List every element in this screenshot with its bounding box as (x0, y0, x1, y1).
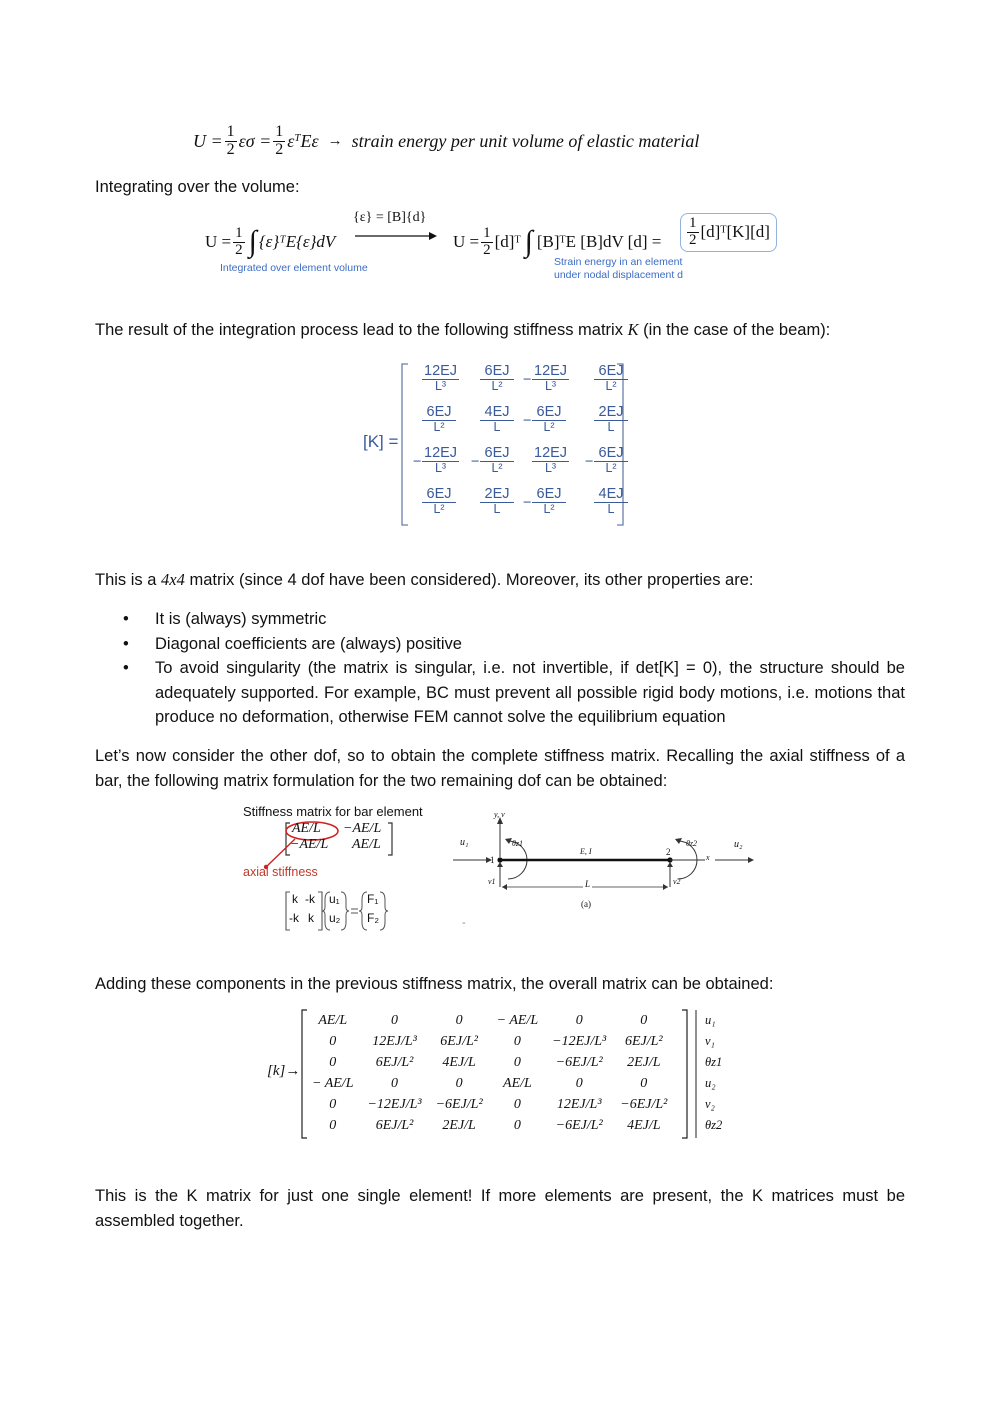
eq2-integral-right: ∫ (524, 225, 533, 258)
matrix-cell: 6EJ/L² (624, 1033, 663, 1049)
beam-matrix-sign: − (523, 412, 532, 429)
beam-matrix-cell (413, 405, 456, 434)
eq1-lhs: U = (193, 130, 223, 151)
matrix-cell: 0 (329, 1117, 337, 1133)
beam-matrix-cell (471, 364, 514, 393)
matrix-cell: 0 (640, 1012, 648, 1028)
matrix-cell: 0 (575, 1012, 583, 1028)
matrix-cell: 0 (455, 1075, 463, 1091)
beam-matrix-cell (585, 405, 628, 434)
eq1-sup-t: T (294, 132, 301, 144)
beam-matrix-sign: − (413, 453, 422, 470)
dof-label: v₂ (705, 1097, 715, 1111)
bar-k12: -k (305, 892, 315, 906)
matrix-cell: 0 (640, 1075, 648, 1091)
bar-f2: F₂ (367, 911, 379, 925)
beam-matrix-fraction: $\frac{6EJ}{\text{L²}}$ (422, 487, 456, 516)
beam-matrix-cell (523, 487, 566, 516)
bar-k21: -k (289, 911, 299, 925)
overall-matrix-label: [k]→ (267, 1063, 301, 1079)
list-item: • It is (always) symmetric (123, 610, 327, 628)
bar-k11: k (292, 892, 298, 906)
matrix-cell: − AE/L (312, 1075, 354, 1091)
eq2-rhs-mid: [d]ᵀ (494, 232, 521, 251)
matrix-cell: −12EJ/L³ (367, 1096, 422, 1112)
eq1-half: $\frac{1}{2}$ (226, 122, 235, 158)
beam-matrix-sign: − (523, 371, 532, 388)
beam-matrix-cell (585, 364, 628, 393)
beam-matrix-fraction: $\frac{4EJ}{L}$ (594, 487, 628, 516)
beam-matrix-fraction: $\frac{6EJ}{\text{L²}}$ (480, 446, 514, 475)
paragraph-4x4: This is a 4x4 matrix (since 4 dof have been considered). Moreover, its other properties are: (95, 570, 754, 589)
eq2-half-box: $\frac{1}{2}$ (689, 215, 697, 248)
beam-matrix-cell (471, 446, 514, 475)
beam-matrix-fraction: $\frac{12EJ}{\text{L³}}$ (534, 363, 568, 394)
beam-matrix-cell (523, 405, 566, 434)
matrix-row (305, 1052, 674, 1073)
beam-matrix-cell (471, 405, 514, 434)
matrix-cell: −12EJ/L³ (552, 1033, 607, 1049)
eq2-rhs-integrand: [B]ᵀE [B]dV [d] = (536, 232, 662, 251)
bar-u2: u₂ (329, 911, 341, 925)
beam-matrix-fraction: $\frac{6EJ}{\text{L²}}$ (532, 405, 566, 434)
beam-matrix-fraction: $\frac{6EJ}{\text{L²}}$ (594, 364, 628, 393)
strain-energy-integral-figure (195, 205, 795, 285)
matrix-cell: 0 (329, 1033, 337, 1049)
matrix-cell: 6EJ/L² (440, 1033, 478, 1049)
bar-element-figure (240, 802, 440, 937)
matrix-row (305, 1031, 674, 1052)
matrix-cell: 12EJ/L³ (556, 1096, 602, 1112)
beam-element-drawing (450, 805, 770, 935)
paragraph-adding: Adding these components in the previous stiffness matrix, the overall matrix can be obtained: (95, 975, 774, 993)
list-item: • To avoid singularity (the matrix is singular, i.e. not invertible, if det[K] = 0), the structure should be adequately supported. For example, BC must prevent all possible rigid body motions, i.e. motions that produce no deformation, otherwise FEM cannot solve the equilibrium equation (123, 659, 905, 726)
beam-matrix-sign: − (585, 453, 594, 470)
paragraph-result: The result of the integration process lead to the following stiffness matrix K (in the case of the beam): (95, 320, 831, 339)
eq1-half-2: $\frac{1}{2}$ (275, 122, 284, 158)
beam-matrix-fraction: $\frac{6EJ}{\text{L²}}$ (422, 405, 456, 434)
matrix-cell: −6EJ/L² (620, 1096, 668, 1112)
matrix-cell: 6EJ/L² (375, 1117, 414, 1133)
matrix-cell: 0 (575, 1075, 583, 1091)
matrix-cell: AE/L (318, 1012, 348, 1028)
matrix-cell: 0 (391, 1075, 399, 1091)
overall-matrix-table (305, 1010, 674, 1136)
matrix-cell: 4EJ/L (442, 1054, 476, 1070)
eq2-caption-left: Integrated over element volume (220, 262, 368, 274)
beam-matrix-label: [K] = (363, 432, 399, 451)
bar-m22: AE/L (352, 837, 381, 852)
beam-matrix-cell (413, 446, 459, 475)
beam-node1-label: 1 (490, 855, 495, 865)
beam-matrix-fraction: $\frac{2EJ}{L}$ (480, 487, 514, 516)
beam-theta1-label: θz1 (512, 839, 524, 848)
beam-length-label: L (585, 879, 591, 889)
matrix-cell: 0 (513, 1054, 521, 1070)
matrix-cell: 12EJ/L³ (372, 1033, 417, 1049)
eq2-arrow-label: {ε} = [B]{d} (353, 210, 427, 225)
beam-y-label: y, v (494, 810, 505, 819)
eq1-e-eps: Eε (300, 130, 319, 151)
beam-matrix-fraction: $\frac{2EJ}{L}$ (594, 405, 628, 434)
eq2-boxed-result (680, 213, 777, 252)
list-item: • Diagonal coefficients are (always) positive (123, 634, 462, 653)
beam-matrix-sign: − (471, 453, 480, 470)
matrix-cell: 0 (455, 1012, 463, 1028)
matrix-cell: 4EJ/L (627, 1117, 661, 1133)
eq2-integrand: {ε}ᵀE{ε}dV (258, 232, 336, 251)
matrix-cell: 0 (329, 1054, 337, 1070)
beam-matrix-fraction: $\frac{12EJ}{\text{L³}}$ (424, 363, 458, 394)
beam-matrix-cell (585, 487, 628, 516)
properties-list (95, 607, 905, 730)
matrix-row (305, 1073, 674, 1094)
matrix-cell: 2EJ/L (442, 1117, 476, 1133)
matrix-cell: 2EJ/L (627, 1054, 661, 1070)
bar-figure-annotations (240, 820, 440, 890)
matrix-cell: 0 (391, 1012, 399, 1028)
matrix-cell: 0 (513, 1096, 521, 1112)
bar-k22: k (308, 911, 314, 925)
strain-energy-equation (193, 118, 699, 164)
eq2-boxed-text: [d]ᵀ[K][d] (700, 222, 770, 242)
matrix-size: 4x4 (161, 570, 185, 589)
beam-u2-label: u₂ (734, 839, 743, 850)
bar-figure-title: Stiffness matrix for bar element (243, 804, 423, 819)
eq1-arrow: → (327, 132, 343, 149)
eq2-half-right: $\frac{1}{2}$ (483, 224, 491, 258)
eq2-u-left: U = (205, 232, 232, 251)
dof-label: u₂ (705, 1076, 716, 1090)
axial-stiffness-label: axial stiffness (243, 865, 318, 879)
dof-label: θz2 (705, 1118, 723, 1132)
beam-matrix-cell (523, 446, 569, 475)
eq1-eps: ε (287, 130, 295, 151)
eq2-u-right: U = (453, 232, 480, 251)
beam-matrix-fraction: $\frac{12EJ}{\text{L³}}$ (424, 445, 458, 476)
beam-matrix-fraction: $\frac{6EJ}{\text{L²}}$ (594, 446, 628, 475)
bar-m12: −AE/L (343, 821, 382, 836)
dof-vector (705, 1010, 722, 1136)
dof-label: u₁ (705, 1013, 716, 1027)
paragraph-consider: Let’s now consider the other dof, so to obtain the complete stiffness matrix. Recalling the axial stiffness of a bar, the following matrix formulation for the two remaining dof can be obtained: (95, 747, 905, 790)
beam-node2-label: 2 (666, 847, 671, 857)
figure-dash: - (462, 917, 466, 929)
matrix-row (305, 1115, 674, 1136)
beam-matrix-fraction: $\frac{12EJ}{\text{L³}}$ (534, 445, 568, 476)
matrix-cell: 0 (513, 1117, 521, 1133)
beam-matrix-fraction: $\frac{6EJ}{\text{L²}}$ (480, 364, 514, 393)
beam-x-label: x (706, 853, 710, 862)
beam-matrix-cell (471, 487, 514, 516)
eq2-caption-right: Strain energy in an element under nodal displacement d (554, 256, 684, 281)
matrix-row (305, 1010, 674, 1031)
beam-ei-label: E, I (580, 847, 592, 856)
eq2-long-arrow (353, 229, 439, 243)
paragraph-integrating: Integrating over the volume: (95, 178, 300, 196)
matrix-cell: 0 (513, 1033, 521, 1049)
eq1-eps-sigma: εσ = (238, 130, 272, 151)
bar-m11: AE/L (292, 821, 321, 836)
beam-v1-label: v1 (488, 877, 496, 886)
eq1-description: strain energy per unit volume of elastic material (351, 130, 700, 151)
bar-f1: F₁ (367, 892, 379, 906)
k-symbol: K (627, 320, 639, 339)
matrix-cell: −6EJ/L² (555, 1054, 603, 1070)
dof-label: v₁ (705, 1034, 715, 1048)
eq2-integral-left: ∫ (248, 225, 257, 258)
beam-figure-caption: (a) (581, 899, 591, 909)
beam-theta2-label: θz2 (686, 839, 698, 848)
beam-stiffness-matrix (363, 362, 633, 527)
beam-matrix-fraction: $\frac{4EJ}{L}$ (480, 405, 514, 434)
beam-matrix-cell (523, 364, 569, 393)
bar-u1: u₁ (329, 892, 340, 906)
beam-element-figure (450, 805, 770, 935)
matrix-cell: 6EJ/L² (375, 1054, 414, 1070)
beam-matrix-cell (585, 446, 628, 475)
paragraph-final: This is the K matrix for just one single element! If more elements are present, the K matrices must be assembled together. (95, 1187, 905, 1230)
beam-v2-label: v2 (673, 877, 681, 886)
beam-matrix-cell (413, 487, 456, 516)
dof-label: θz1 (705, 1055, 723, 1069)
eq2-half-left: $\frac{1}{2}$ (235, 224, 243, 258)
matrix-row (305, 1094, 674, 1115)
beam-matrix-cell (413, 364, 459, 393)
beam-matrix-sign: − (523, 494, 532, 511)
matrix-cell: AE/L (503, 1075, 532, 1091)
matrix-cell: − AE/L (496, 1012, 539, 1028)
overall-stiffness-matrix (265, 1008, 745, 1140)
matrix-cell: −6EJ/L² (435, 1096, 483, 1112)
matrix-cell: 0 (329, 1096, 337, 1112)
bar-m21: −AE/L (290, 837, 329, 852)
matrix-cell: −6EJ/L² (555, 1117, 603, 1133)
beam-matrix-fraction: $\frac{6EJ}{\text{L²}}$ (532, 487, 566, 516)
beam-u1-label: u₁ (460, 837, 469, 848)
